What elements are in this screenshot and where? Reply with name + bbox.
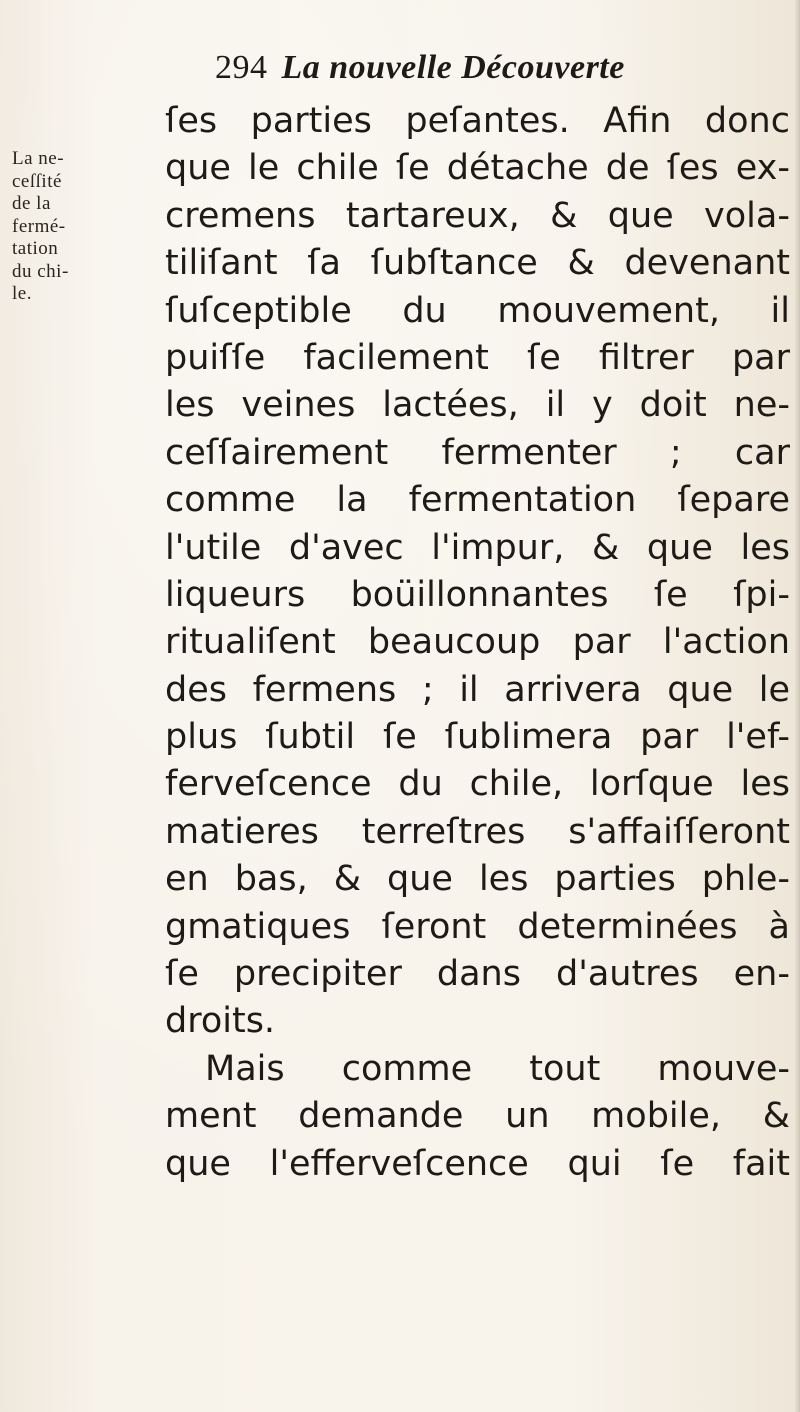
text-line: Mais comme tout mouve- <box>205 1048 790 1089</box>
running-title: La nouvelle Découverte <box>281 49 625 86</box>
text-line: que l'efferveſcence qui ſe fait <box>165 1143 790 1184</box>
paragraph <box>165 1046 790 1188</box>
margin-note-line: ceſſité <box>12 170 62 192</box>
page-number: 294 <box>215 49 268 86</box>
text-line: tiliſant ſa ſubſtance & devenant <box>165 243 790 284</box>
margin-note-line: fermé- <box>12 215 66 237</box>
text-line: en bas, & que les parties phle- <box>165 859 790 900</box>
margin-note-line: du chi- <box>12 260 69 282</box>
text-line: que le chile ſe détache de ſes ex- <box>165 148 790 189</box>
text-line: cremens tartareux, & que vola- <box>165 195 790 236</box>
text-line: droits. <box>165 1001 276 1042</box>
text-line: ſe precipiter dans d'autres en- <box>165 954 790 995</box>
margin-note-line: de la <box>12 193 51 214</box>
marginal-note <box>12 148 84 306</box>
text-line: gmatiques ſeront determinées à <box>165 906 790 947</box>
text-line: les veines lactées, il y doit ne- <box>165 385 790 426</box>
page-edge-shadow <box>794 0 800 1412</box>
text-line: ceſſairement fermenter ; car <box>165 432 790 473</box>
text-line: matieres terreſtres s'affaiſſeront <box>165 811 790 852</box>
text-line: puiſſe facilement ſe filtrer par <box>165 337 790 378</box>
text-line: liqueurs boüillonnantes ſe ſpi- <box>165 574 790 615</box>
text-line: ment demande un mobile, & <box>165 1096 790 1137</box>
paragraph <box>165 98 790 1046</box>
text-line: ſuſceptible du mouvement, il <box>165 290 790 331</box>
running-head <box>215 48 775 88</box>
body-text <box>165 98 790 1188</box>
text-line: ritualiſent beaucoup par l'action <box>165 622 790 663</box>
margin-note-line: La ne- <box>12 148 65 169</box>
text-line: comme la fermentation ſepare <box>165 480 790 521</box>
text-line: ſes parties peſantes. Afin donc <box>165 101 790 141</box>
margin-note-line: tation <box>12 238 59 259</box>
text-line: des fermens ; il arrivera que le <box>165 669 790 710</box>
text-line: l'utile d'avec l'impur, & que les <box>165 527 790 568</box>
text-line: ferveſcence du chile, lorſque les <box>165 764 790 805</box>
text-line: plus ſubtil ſe ſublimera par l'ef- <box>165 717 790 758</box>
margin-note-line: le. <box>12 283 32 304</box>
